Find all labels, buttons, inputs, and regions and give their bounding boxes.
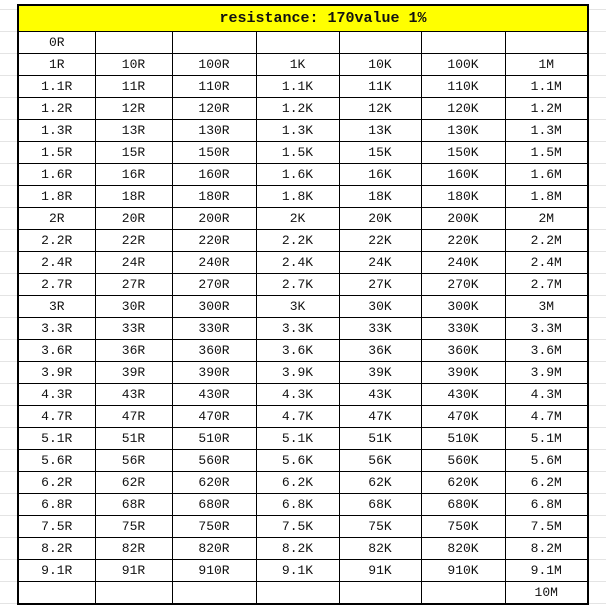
table-cell[interactable]: 1M	[505, 54, 588, 76]
table-cell[interactable]: 56R	[95, 450, 172, 472]
table-cell[interactable]: 300K	[421, 296, 505, 318]
table-row	[18, 98, 588, 120]
table-cell[interactable]: 10K	[339, 54, 421, 76]
table-cell[interactable]: 270R	[172, 274, 256, 296]
table-cell[interactable]: 200R	[172, 208, 256, 230]
table-cell[interactable]: 1.8R	[18, 186, 95, 208]
table-cell[interactable]: 1.1M	[505, 76, 588, 98]
table-row	[18, 186, 588, 208]
table-cell[interactable]: 2.7R	[18, 274, 95, 296]
table-cell[interactable]: 110R	[172, 76, 256, 98]
table-cell[interactable]: 130R	[172, 120, 256, 142]
table-cell[interactable]: 4.3M	[505, 384, 588, 406]
table-cell[interactable]: 390R	[172, 362, 256, 384]
table-row	[18, 406, 588, 428]
table-cell[interactable]: 11R	[95, 76, 172, 98]
table-cell[interactable]: 220R	[172, 230, 256, 252]
table-cell[interactable]: 56K	[339, 450, 421, 472]
table-cell[interactable]	[421, 582, 505, 605]
table-cell[interactable]: 39R	[95, 362, 172, 384]
table-cell[interactable]: 9.1M	[505, 560, 588, 582]
table-cell[interactable]: 91K	[339, 560, 421, 582]
table-cell[interactable]: 24R	[95, 252, 172, 274]
table-cell[interactable]: 560R	[172, 450, 256, 472]
table-row	[18, 252, 588, 274]
table-cell[interactable]: 18R	[95, 186, 172, 208]
table-cell[interactable]	[256, 32, 339, 54]
table-cell[interactable]: 3.9R	[18, 362, 95, 384]
table-cell[interactable]: 2.7K	[256, 274, 339, 296]
table-cell[interactable]: 1.2R	[18, 98, 95, 120]
table-row	[18, 516, 588, 538]
table-cell[interactable]: 3.6K	[256, 340, 339, 362]
table-cell[interactable]: 82R	[95, 538, 172, 560]
table-row	[18, 560, 588, 582]
table-cell[interactable]: 910K	[421, 560, 505, 582]
table-cell[interactable]: 15K	[339, 142, 421, 164]
table-title[interactable]: resistance: 170value 1%	[18, 5, 588, 32]
table-cell[interactable]: 120K	[421, 98, 505, 120]
table-cell[interactable]: 620R	[172, 472, 256, 494]
table-cell[interactable]: 100R	[172, 54, 256, 76]
table-cell[interactable]: 240R	[172, 252, 256, 274]
table-cell[interactable]: 3R	[18, 296, 95, 318]
table-cell[interactable]: 2.2R	[18, 230, 95, 252]
table-cell[interactable]: 470R	[172, 406, 256, 428]
table-cell[interactable]: 6.8M	[505, 494, 588, 516]
table-cell[interactable]: 1.2M	[505, 98, 588, 120]
table-cell[interactable]: 1R	[18, 54, 95, 76]
table-cell[interactable]	[505, 32, 588, 54]
table-cell[interactable]: 3.3K	[256, 318, 339, 340]
table-cell[interactable]: 270K	[421, 274, 505, 296]
table-cell[interactable]: 200K	[421, 208, 505, 230]
table-cell[interactable]: 0R	[18, 32, 95, 54]
table-cell[interactable]: 1.6M	[505, 164, 588, 186]
table-cell[interactable]	[339, 582, 421, 605]
table-cell[interactable]: 1.6R	[18, 164, 95, 186]
table-cell[interactable]: 33K	[339, 318, 421, 340]
table-cell[interactable]: 1.3M	[505, 120, 588, 142]
table-cell[interactable]: 820K	[421, 538, 505, 560]
table-cell[interactable]: 1.1K	[256, 76, 339, 98]
table-row	[18, 472, 588, 494]
table-cell[interactable]: 330R	[172, 318, 256, 340]
table-cell[interactable]: 2K	[256, 208, 339, 230]
table-cell[interactable]: 82K	[339, 538, 421, 560]
table-cell[interactable]: 6.8K	[256, 494, 339, 516]
table-cell[interactable]	[95, 582, 172, 605]
table-cell[interactable]: 10R	[95, 54, 172, 76]
table-cell[interactable]: 5.1M	[505, 428, 588, 450]
table-cell[interactable]: 68K	[339, 494, 421, 516]
table-cell[interactable]: 620K	[421, 472, 505, 494]
table-row	[18, 32, 588, 54]
table-cell[interactable]: 150K	[421, 142, 505, 164]
table-cell[interactable]: 5.6K	[256, 450, 339, 472]
table-cell[interactable]: 30K	[339, 296, 421, 318]
table-cell[interactable]: 4.3R	[18, 384, 95, 406]
table-cell[interactable]: 75R	[95, 516, 172, 538]
table-row	[18, 120, 588, 142]
table-cell[interactable]: 7.5K	[256, 516, 339, 538]
table-cell[interactable]	[256, 582, 339, 605]
table-cell[interactable]: 7.5M	[505, 516, 588, 538]
table-cell[interactable]: 1.5R	[18, 142, 95, 164]
table-cell[interactable]: 22R	[95, 230, 172, 252]
table-cell[interactable]: 430R	[172, 384, 256, 406]
table-cell[interactable]: 1.3R	[18, 120, 95, 142]
table-cell[interactable]: 2.2K	[256, 230, 339, 252]
table-cell[interactable]: 510K	[421, 428, 505, 450]
table-row	[18, 384, 588, 406]
table-row	[18, 494, 588, 516]
table-cell[interactable]: 1.5K	[256, 142, 339, 164]
table-row	[18, 582, 588, 605]
table-row	[18, 208, 588, 230]
table-cell[interactable]: 43K	[339, 384, 421, 406]
table-cell[interactable]: 7.5R	[18, 516, 95, 538]
table-cell[interactable]: 12R	[95, 98, 172, 120]
table-cell[interactable]: 510R	[172, 428, 256, 450]
table-cell[interactable]: 360K	[421, 340, 505, 362]
table-cell[interactable]: 10M	[505, 582, 588, 605]
table-cell[interactable]: 1.8K	[256, 186, 339, 208]
table-row	[18, 318, 588, 340]
table-cell[interactable]: 3M	[505, 296, 588, 318]
table-cell[interactable]: 16R	[95, 164, 172, 186]
table-cell[interactable]: 12K	[339, 98, 421, 120]
table-cell[interactable]: 22K	[339, 230, 421, 252]
table-cell[interactable]: 1.1R	[18, 76, 95, 98]
table-row	[18, 296, 588, 318]
table-row	[18, 164, 588, 186]
table-cell[interactable]: 51R	[95, 428, 172, 450]
table-row	[18, 230, 588, 252]
table-cell[interactable]: 180K	[421, 186, 505, 208]
table-row	[18, 340, 588, 362]
table-cell[interactable]: 750R	[172, 516, 256, 538]
table-row	[18, 76, 588, 98]
table-cell[interactable]: 33R	[95, 318, 172, 340]
title-row	[18, 5, 588, 32]
table-cell[interactable]: 910R	[172, 560, 256, 582]
table-cell[interactable]: 3.3R	[18, 318, 95, 340]
table-cell[interactable]	[18, 582, 95, 605]
table-row	[18, 538, 588, 560]
table-cell[interactable]: 30R	[95, 296, 172, 318]
table-cell[interactable]: 3.3M	[505, 318, 588, 340]
table-cell[interactable]: 3.9M	[505, 362, 588, 384]
table-cell[interactable]: 5.6R	[18, 450, 95, 472]
table-row	[18, 362, 588, 384]
table-cell[interactable]: 47K	[339, 406, 421, 428]
table-cell[interactable]	[172, 32, 256, 54]
table-cell[interactable]: 62R	[95, 472, 172, 494]
table-cell[interactable]: 47R	[95, 406, 172, 428]
table-row	[18, 450, 588, 472]
table-cell[interactable]	[421, 32, 505, 54]
table-cell[interactable]: 39K	[339, 362, 421, 384]
table-row	[18, 428, 588, 450]
table-cell[interactable]: 2.4M	[505, 252, 588, 274]
table-cell[interactable]: 560K	[421, 450, 505, 472]
table-cell[interactable]: 130K	[421, 120, 505, 142]
table-cell[interactable]: 1.2K	[256, 98, 339, 120]
table-cell[interactable]: 13R	[95, 120, 172, 142]
table-cell[interactable]: 36K	[339, 340, 421, 362]
table-cell[interactable]: 3.6R	[18, 340, 95, 362]
table-cell[interactable]	[172, 582, 256, 605]
table-cell[interactable]: 470K	[421, 406, 505, 428]
table-cell[interactable]: 330K	[421, 318, 505, 340]
table-cell[interactable]: 5.6M	[505, 450, 588, 472]
table-cell[interactable]: 820R	[172, 538, 256, 560]
table-cell[interactable]: 300R	[172, 296, 256, 318]
table-cell[interactable]: 160K	[421, 164, 505, 186]
table-cell[interactable]: 120R	[172, 98, 256, 120]
table-cell[interactable]: 20R	[95, 208, 172, 230]
table-cell[interactable]	[95, 32, 172, 54]
table-cell[interactable]: 390K	[421, 362, 505, 384]
table-cell[interactable]: 16K	[339, 164, 421, 186]
table-row	[18, 142, 588, 164]
table-cell[interactable]: 8.2K	[256, 538, 339, 560]
table-cell[interactable]: 5.1K	[256, 428, 339, 450]
table-cell[interactable]: 51K	[339, 428, 421, 450]
table-cell[interactable]: 160R	[172, 164, 256, 186]
table-cell[interactable]: 68R	[95, 494, 172, 516]
table-cell[interactable]: 1.3K	[256, 120, 339, 142]
table-cell[interactable]: 6.8R	[18, 494, 95, 516]
table-cell[interactable]: 3.9K	[256, 362, 339, 384]
table-cell[interactable]: 75K	[339, 516, 421, 538]
table-cell[interactable]: 20K	[339, 208, 421, 230]
table-cell[interactable]: 180R	[172, 186, 256, 208]
table-cell[interactable]: 3K	[256, 296, 339, 318]
table-cell[interactable]: 4.7R	[18, 406, 95, 428]
table-cell[interactable]: 110K	[421, 76, 505, 98]
table-cell[interactable]: 2.4R	[18, 252, 95, 274]
table-cell[interactable]: 91R	[95, 560, 172, 582]
table-cell[interactable]: 62K	[339, 472, 421, 494]
table-cell[interactable]: 9.1R	[18, 560, 95, 582]
table-cell[interactable]: 1.6K	[256, 164, 339, 186]
table-cell[interactable]: 13K	[339, 120, 421, 142]
table-cell[interactable]: 36R	[95, 340, 172, 362]
table-cell[interactable]: 2.4K	[256, 252, 339, 274]
table-cell[interactable]: 100K	[421, 54, 505, 76]
table-cell[interactable]: 2R	[18, 208, 95, 230]
table-cell[interactable]: 6.2K	[256, 472, 339, 494]
table-body	[18, 32, 588, 605]
resistance-table	[17, 4, 589, 605]
table-cell[interactable]: 240K	[421, 252, 505, 274]
table-cell[interactable]: 43R	[95, 384, 172, 406]
table-cell[interactable]: 5.1R	[18, 428, 95, 450]
table-cell[interactable]: 1K	[256, 54, 339, 76]
table-cell[interactable]: 150R	[172, 142, 256, 164]
table-cell[interactable]: 27K	[339, 274, 421, 296]
table-cell[interactable]: 6.2R	[18, 472, 95, 494]
table-cell[interactable]: 11K	[339, 76, 421, 98]
table-cell[interactable]: 4.3K	[256, 384, 339, 406]
table-cell[interactable]: 750K	[421, 516, 505, 538]
table-cell[interactable]: 8.2R	[18, 538, 95, 560]
table-cell[interactable]	[339, 32, 421, 54]
table-cell[interactable]: 220K	[421, 230, 505, 252]
table-cell[interactable]: 1.5M	[505, 142, 588, 164]
table-row	[18, 274, 588, 296]
table-cell[interactable]: 24K	[339, 252, 421, 274]
table-cell[interactable]: 1.8M	[505, 186, 588, 208]
table-cell[interactable]: 4.7M	[505, 406, 588, 428]
table-cell[interactable]: 2.7M	[505, 274, 588, 296]
table-cell[interactable]: 8.2M	[505, 538, 588, 560]
table-cell[interactable]: 2M	[505, 208, 588, 230]
table-cell[interactable]: 15R	[95, 142, 172, 164]
table-cell[interactable]: 360R	[172, 340, 256, 362]
table-cell[interactable]: 18K	[339, 186, 421, 208]
table-cell[interactable]: 430K	[421, 384, 505, 406]
table-cell[interactable]: 4.7K	[256, 406, 339, 428]
table-cell[interactable]: 680K	[421, 494, 505, 516]
table-cell[interactable]: 3.6M	[505, 340, 588, 362]
table-cell[interactable]: 2.2M	[505, 230, 588, 252]
table-cell[interactable]: 6.2M	[505, 472, 588, 494]
table-cell[interactable]: 680R	[172, 494, 256, 516]
table-cell[interactable]: 9.1K	[256, 560, 339, 582]
table-cell[interactable]: 27R	[95, 274, 172, 296]
table-row	[18, 54, 588, 76]
